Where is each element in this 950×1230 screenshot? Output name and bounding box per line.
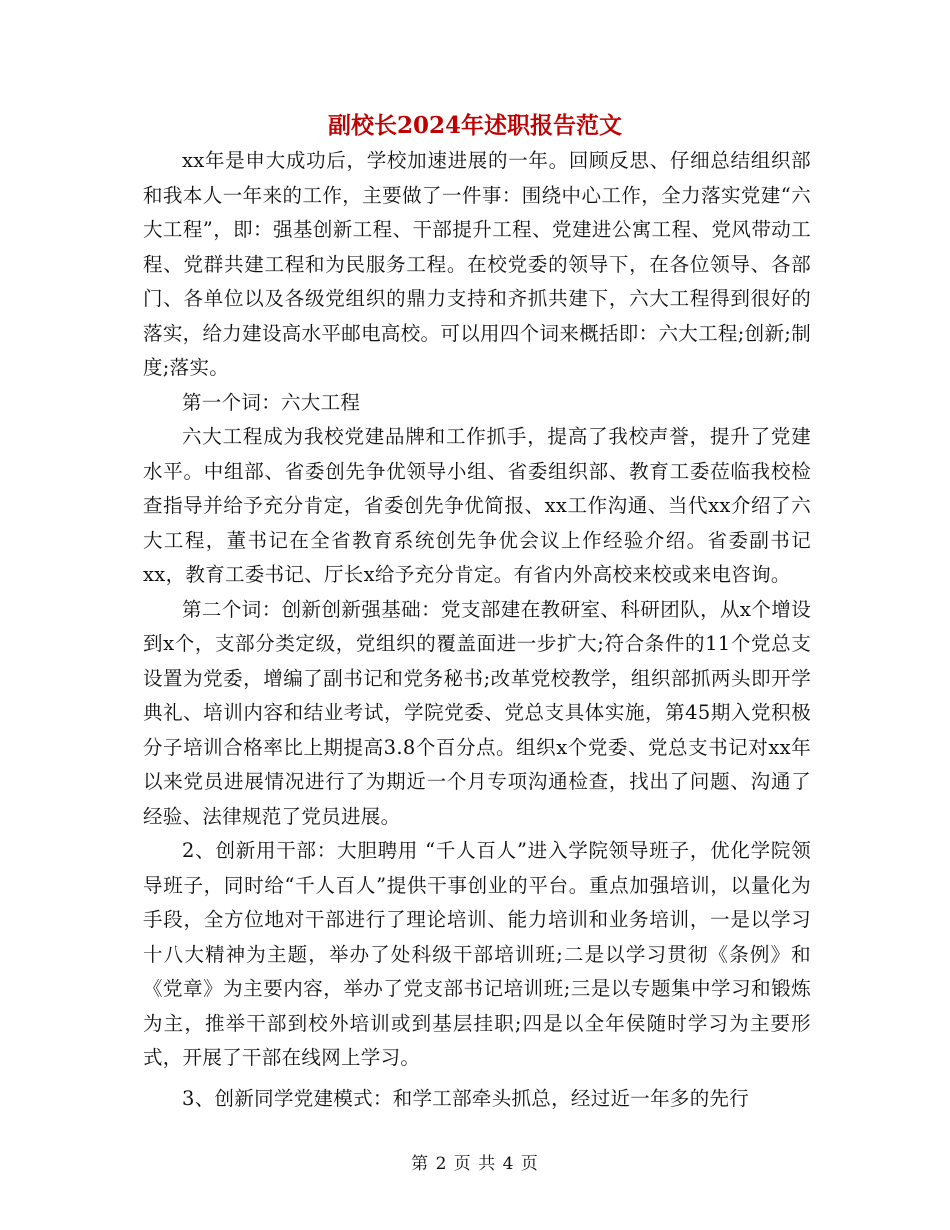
document-title: 副校长2024年述职报告范文 xyxy=(327,112,622,139)
document-body xyxy=(143,144,811,1116)
paragraph-heading-first-word: 第一个词：六大工程 xyxy=(182,390,361,414)
paragraph-six-projects: 六大工程成为我校党建品牌和工作抓手，提高了我校声誉，提升了党建水平。中组部、省委创先争优领导小组、省委组织部、教育工委莅临我校检查指导并给予充分肯定，省委创先争优简报、xx工作沟通、当代xx介绍了六大工程，董书记在全省教育系统创先争优会议上作经验介绍。省委副书记xx，教育工委书记、厅长x给予充分肯定。有省内外高校来校或来电咨询。 xyxy=(143,425,811,586)
paragraph-intro: xx年是申大成功后，学校加速进展的一年。回顾反思、仔细总结组织部和我本人一年来的工作，主要做了一件事：围绕中心工作，全力落实党建“六大工程”，即：强基创新工程、干部提升工程、党建进公寓工程、党风带动工程、党群共建工程和为民服务工程。在校党委的领导下，在各位领导、各部门、各单位以及各级党组织的鼎力支持和齐抓共建下，六大工程得到很好的落实，给力建设高水平邮电高校。可以用四个词来概括即：六大工程;创新;制度;落实。 xyxy=(143,149,811,379)
page-number-footer: 第 2 页 共 4 页 xyxy=(411,1154,539,1174)
paragraph-innovation-students: 3、创新同学党建模式：和学工部牵头抓总，经过近一年多的先行 xyxy=(182,1086,750,1110)
paragraph-innovation-foundation: 第二个词：创新创新强基础：党支部建在教研室、科研团队，从x个增设到x个，支部分类定级，党组织的覆盖面进一步扩大;符合条件的11个党总支设置为党委，增编了副书记和党务秘书;改革党校教学，组织部抓两头即开学典礼、培训内容和结业考试，学院党委、党总支具体实施，第45期入党积极分子培训合格率比上期提高3.8个百分点。组织x个党委、党总支书记对xx年以来党员进展情况进行了为期近一个月专项沟通检查，找出了问题、沟通了经验、法律规范了党员进展。 xyxy=(143,597,811,828)
paragraph-innovation-cadres: 2、创新用干部：大胆聘用 “千人百人”进入学院领导班子，优化学院领导班子，同时给“千人百人”提供干事创业的平台。重点加强培训，以量化为手段，全方位地对干部进行了理论培训、能力培训和业务培训，一是以学习十八大精神为主题，举办了处科级干部培训班;二是以学习贯彻《条例》和《党章》为主要内容，举办了党支部书记培训班;三是以专题集中学习和锻炼为主，推举干部到校外培训或到基层挂职;四是以全年侯随时学习为主要形式，开展了干部在线网上学习。 xyxy=(143,839,811,1069)
